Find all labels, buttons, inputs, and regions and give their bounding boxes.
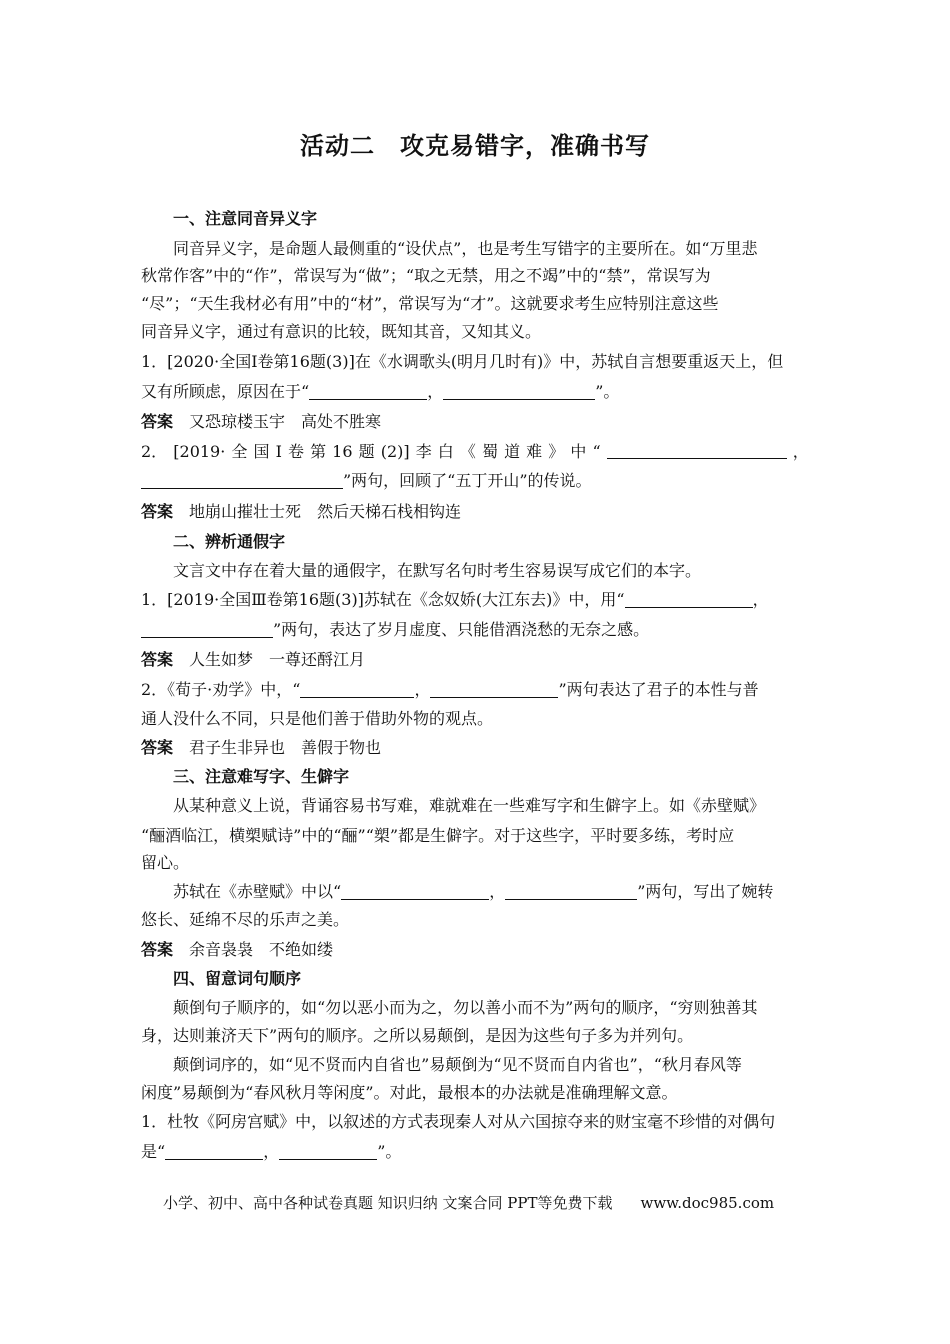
answer-text: 余音袅袅 不绝如缕 [189,940,334,959]
answer-blank [279,1143,377,1160]
question-text: 苏轼在《赤壁赋》中以“ [173,882,342,901]
answer-blank [300,681,414,698]
question-line: 1．[2020·全国Ⅰ卷第16题(3)]在《水调歌头(明月几时有)》中，苏轼自言想要重返天上，但 [141,352,784,371]
question-text: 又有所顾虑，原因在于“ [141,382,310,401]
answer-blank [430,681,558,698]
paragraph-line: 留心。 [141,853,190,872]
question-text: 2．《荀子·劝学》中，“ [141,680,301,699]
question-token: 李 [415,442,432,461]
paragraph-line: 颠倒词序的，如“见不贤而内自省也”易颠倒为“见不贤而自内省也”，“秋月春风等 [173,1055,742,1074]
question-token: 》 [548,442,565,461]
answer-text: 人生如梦 一尊还酹江月 [189,650,366,669]
question-text: ， [263,1142,280,1161]
footer-url[interactable]: www.doc985.com [640,1194,775,1212]
question-token: 道 [504,442,521,461]
question-line [141,471,809,491]
question-token: [2019· [173,442,226,461]
section-heading-3: 三、注意难写字、生僻字 [173,767,350,786]
question-token: ， [792,442,809,461]
answer-line [141,412,809,432]
question-text: ”两句，表达了岁月虚度、只能借酒浇愁的无奈之感。 [273,620,650,639]
answer-blank [309,383,427,400]
question-line: 悠长、延绵不尽的乐声之美。 [141,910,350,929]
answer-line [141,738,809,758]
section-heading-2: 二、辨析通假字 [173,532,286,551]
answer-blank [165,1143,263,1160]
question-line [141,382,809,402]
question-text: ， [489,882,506,901]
answer-blank [141,621,273,638]
question-token: (2)] [380,442,410,461]
question-line [141,442,809,462]
answer-label: 答案 [141,650,174,669]
answer-blank [443,383,595,400]
paragraph-line: 闲度”易颠倒为“春风秋月等闲度”。对此，最根本的办法就是准确理解文意。 [141,1083,678,1102]
section-heading-4: 四、留意词句顺序 [173,969,302,988]
answer-line [141,502,809,522]
question-token: 中 [570,442,587,461]
question-token: Ⅰ [275,442,282,461]
question-text: 是“ [141,1142,166,1161]
paragraph-line: 从某种意义上说，背诵容易书写难，难就难在一些难写字和生僻字上。如《赤壁赋》 [173,796,766,815]
question-token: 第 [310,442,327,461]
question-text: 1．[2019·全国Ⅲ卷第16题(3)]苏轼在《念奴娇(大江东去)》中，用“ [141,590,625,609]
question-token: 白 [437,442,454,461]
answer-label: 答案 [141,502,174,521]
question-token: 全 [231,442,248,461]
question-line: 通人没什么不同，只是他们善于借助外物的观点。 [141,709,494,728]
question-token: 国 [253,442,270,461]
paragraph-line: 身，达则兼济天下”两句的顺序。之所以易颠倒，是因为这些句子多为并列句。 [141,1026,694,1045]
paragraph-line: 颠倒句子顺序的，如“勿以恶小而为之，勿以善小而不为”两句的顺序，“穷则独善其 [173,998,758,1017]
question-token: “ [592,442,601,461]
question-line [141,882,841,902]
answer-blank [341,883,489,900]
question-token: 题 [358,442,375,461]
answer-label: 答案 [141,738,174,757]
paragraph-line: “酾酒临江，横槊赋诗”中的“酾”“槊”都是生僻字。对于这些字，平时要多练，考时应 [141,826,735,845]
answer-blank [607,442,787,459]
paragraph-line: “尽”；“天生我材必有用”中的“材”，常误写为“才”。这就要求考生应特别注意这些 [141,294,719,313]
question-token: 蜀 [481,442,498,461]
question-token: 2． [141,442,168,461]
paragraph-line: 文言文中存在着大量的通假字，在默写名句时考生容易误写成它们的本字。 [173,561,702,580]
question-text: ， [414,680,431,699]
answer-line [141,940,809,960]
question-text: ”。 [377,1142,402,1161]
paragraph-line: 同音异义字，是命题人最侧重的“设伏点”，也是考生写错字的主要所在。如“万里悲 [173,239,758,258]
question-token: 难 [526,442,543,461]
footer-text: 小学、初中、高中各种试卷真题 知识归纳 文案合同 PPT等免费下载 [163,1194,613,1212]
question-text: ”。 [595,382,620,401]
question-line [141,1142,809,1162]
answer-line [141,650,809,670]
paragraph-line: 同音异义字，通过有意识的比较，既知其音，又知其义。 [141,322,542,341]
question-line [141,680,809,700]
answer-blank [625,591,753,608]
question-text: ”两句表达了君子的本性与普 [558,680,759,699]
answer-label: 答案 [141,412,174,431]
answer-blank [505,883,637,900]
question-token: 卷 [287,442,304,461]
section-heading-1: 一、注意同音异义字 [173,209,318,228]
question-line [141,620,809,640]
answer-text: 君子生非异也 善假于物也 [189,738,382,757]
answer-text: 又恐琼楼玉宇 高处不胜寒 [189,412,382,431]
question-text: ”两句，回顾了“五丁开山”的传说。 [343,471,592,490]
question-token: 《 [459,442,476,461]
question-text: ， [752,590,769,609]
answer-blank [141,472,343,489]
question-token: 16 [332,442,353,461]
question-line [141,590,809,610]
question-text: ， [427,382,444,401]
question-text: ”两句，写出了婉转 [637,882,774,901]
page-title: 活动二 攻克易错字，准确书写 [300,131,650,160]
answer-label: 答案 [141,940,174,959]
question-line: 1．杜牧《阿房宫赋》中，以叙述的方式表现秦人对从六国掠夺来的财宝毫不珍惜的对偶句 [141,1112,776,1131]
paragraph-line: 秋常作客”中的“作”，常误写为“做”；“取之无禁，用之不竭”中的“禁”，常误写为 [141,266,711,285]
answer-text: 地崩山摧壮士死 然后天梯石栈相钩连 [189,502,462,521]
page-footer [163,1192,774,1213]
